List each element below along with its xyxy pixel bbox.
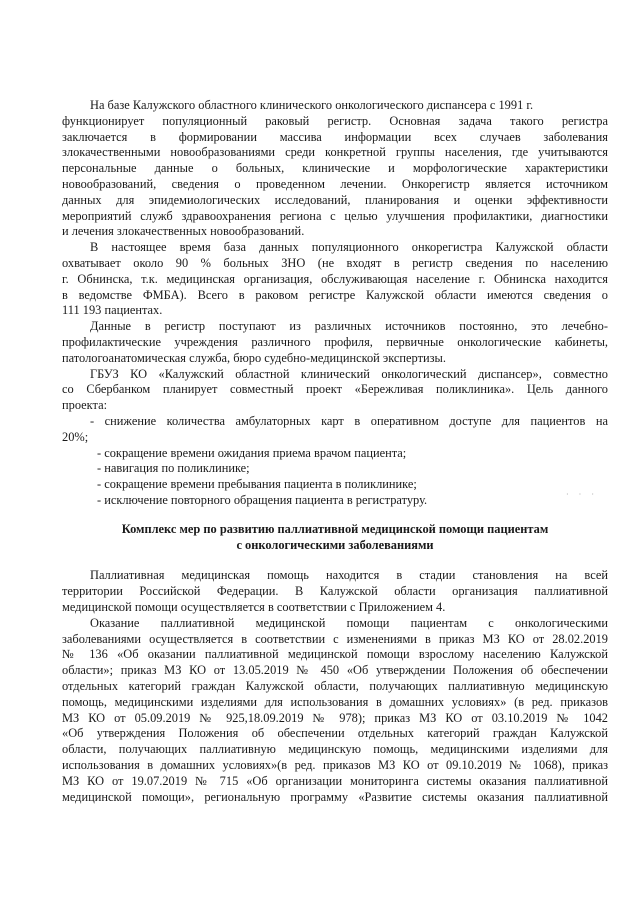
registry-intro-line: На базе Калужского областного клинического онкологического диспансера с 1991 г. bbox=[90, 98, 534, 112]
registry-intro-line: данных для эпидемиологических исследований, планирования и оценки эффективности bbox=[62, 193, 608, 207]
registry-sources-line: патологоанатомическая служба, бюро судебно-медицинской экспертизы. bbox=[62, 351, 446, 365]
registry-coverage-line: охватывает около 90 % больных ЗНО (не входят в регистр сведения по населению bbox=[62, 256, 608, 270]
registry-coverage-line: в ведомстве ФМБА). Всего в раковом регистре Калужской области имеются сведения о bbox=[62, 288, 608, 302]
palliative-orders-line: заболеваниями осуществляется в соответствии с изменениями в приказ МЗ КО от 28.02.2019 bbox=[62, 632, 608, 646]
palliative-status-line: медицинской помощи осуществляется в соответствии с Приложением 4. bbox=[62, 600, 446, 614]
scan-specks: · · · bbox=[566, 490, 598, 499]
goal-item: 20%; bbox=[62, 430, 89, 444]
palliative-orders-line: МЗ КО от 19.07.2019 № 715 «Об организации мониторинга системы оказания паллиативной bbox=[62, 774, 608, 788]
registry-intro-line: и лечения злокачественных новообразований. bbox=[62, 224, 305, 238]
registry-sources-line: профилактические учреждения различного профиля, первичные онкологические кабинеты, bbox=[62, 335, 608, 349]
goal-item: - сокращение времени пребывания пациента в поликлинике; bbox=[97, 477, 417, 491]
registry-intro-line: злокачественными новообразованиями среди конкретной группы населения, где учитываются bbox=[62, 145, 608, 159]
palliative-orders-line: помощь, медицинскими изделиями для использования в домашних условиях» (в ред. приказов bbox=[62, 695, 608, 709]
palliative-status-line: Паллиативная медицинская помощь находится в стадии становления на всей bbox=[90, 568, 608, 582]
section-heading: Комплекс мер по развитию паллиативной медицинской помощи пациентам bbox=[121, 522, 549, 536]
registry-intro-line: заключается в формировании массива информации всех случаев заболевания bbox=[62, 130, 608, 144]
registry-coverage-line: г. Обнинска, т.к. медицинская организация, обслуживающая население г. Обнинска находится bbox=[62, 272, 608, 286]
palliative-orders-line: медицинской помощи», региональную программу «Развитие системы оказания паллиативной bbox=[62, 790, 608, 804]
registry-intro-line: персональные данные о больных, клинические и морфологические характеристики bbox=[62, 161, 608, 175]
palliative-orders-line: использования в домашних условиях»(в ред. приказов МЗ КО от 09.10.2019 № 1068), приказ bbox=[62, 758, 608, 772]
registry-intro-line: функционирует популяционный раковый регистр. Основная задача такого регистра bbox=[62, 114, 608, 128]
registry-coverage-line: 111 193 пациентах. bbox=[62, 303, 163, 317]
registry-coverage-line: В настоящее время база данных популяционного онкорегистра Калужской области bbox=[90, 240, 608, 254]
goal-item: - навигация по поликлинике; bbox=[97, 461, 250, 475]
goal-item: - исключение повторного обращения пациента в регистратуру. bbox=[97, 493, 428, 507]
palliative-orders-line: области»; приказ МЗ КО от 13.05.2019 № 450 «Об утверждении Положения об обеспечении bbox=[62, 663, 608, 677]
palliative-status-line: территории Российской Федерации. В Калужской области организация паллиативной bbox=[62, 584, 608, 598]
section-heading: с онкологическими заболеваниями bbox=[236, 538, 434, 552]
palliative-orders-line: «Об утверждения Положения об обеспечении отдельных категорий граждан Калужской bbox=[62, 726, 608, 740]
palliative-orders-line: области, получающих паллиативную медицинскую помощь, медицинскими изделиями для bbox=[62, 742, 608, 756]
palliative-orders-line: № 136 «Об оказании паллиативной медицинской помощи взрослому населению Калужской bbox=[62, 647, 608, 661]
project-line: ГБУЗ КО «Калужский областной клинический онкологический диспансер», совместно bbox=[90, 367, 608, 381]
registry-sources-line: Данные в регистр поступают из различных источников постоянно, это лечебно- bbox=[90, 319, 608, 333]
goal-item: - снижение количества амбулаторных карт в оперативном доступе для пациентов на bbox=[90, 414, 608, 428]
goal-item: - сокращение времени ожидания приема врачом пациента; bbox=[97, 446, 407, 460]
project-line: проекта: bbox=[62, 398, 108, 412]
palliative-orders-line: Оказание паллиативной медицинской помощи пациентам с онкологическими bbox=[90, 616, 608, 630]
registry-intro-line: новообразований, сведения о проведенном лечении. Онкорегистр является источником bbox=[62, 177, 608, 191]
registry-intro-line: мероприятий служб здравоохранения региона с целью улучшения профилактики, диагностики bbox=[62, 209, 608, 223]
palliative-orders-line: отдельных категорий граждан Калужской области, получающих паллиативную медицинскую bbox=[62, 679, 608, 693]
project-line: со Сбербанком планирует совместный проект «Бережливая поликлиника». Цель данного bbox=[62, 382, 608, 396]
palliative-orders-line: МЗ КО от 05.09.2019 № 925,18.09.2019 № 978); приказ МЗ КО от 03.10.2019 № 1042 bbox=[62, 711, 608, 725]
